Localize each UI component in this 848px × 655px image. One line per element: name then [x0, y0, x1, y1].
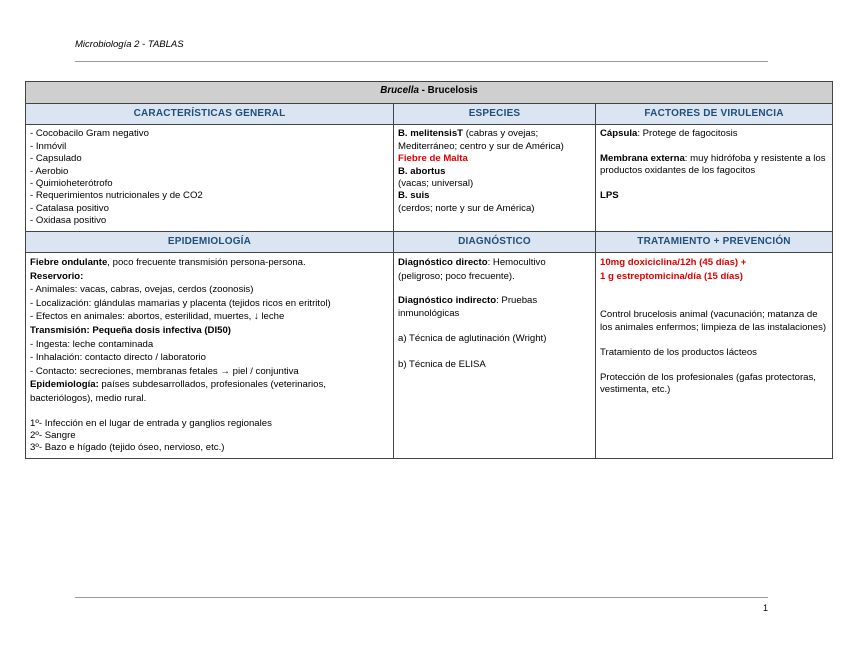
spacer	[600, 141, 828, 153]
tecnica-b: b) Técnica de ELISA	[398, 358, 486, 370]
document-header: Microbiología 2 - TABLAS	[75, 39, 184, 50]
content-row-1	[26, 125, 833, 231]
spacer	[600, 178, 828, 190]
efectos-line: - Efectos en animales: abortos, esterilidad, muertes, ↓ leche	[30, 311, 285, 323]
fase-3: 3º- Bazo e hígado (tejido óseo, nervioso, etc.)	[30, 442, 225, 454]
epidemiologia-line	[30, 378, 389, 405]
content-row-2	[26, 253, 833, 459]
header-especies: ESPECIES	[394, 104, 596, 125]
diagnostico-directo	[398, 256, 591, 283]
caracteristica-item: - Aerobio	[30, 165, 69, 177]
cell-virulencia	[596, 125, 833, 231]
melitensis-name: B. melitensisT	[398, 128, 464, 140]
header-divider	[75, 61, 768, 62]
membrana-line	[600, 153, 828, 178]
lps-label: LPS	[600, 189, 619, 201]
fase-1: 1º- Infección en el lugar de entrada y ganglios regionales	[30, 417, 272, 429]
caracteristica-item: - Requerimientos nutricionales y de CO2	[30, 190, 203, 202]
tratamiento-line-2-text: 1 g estreptomicina/día (15 días)	[600, 270, 743, 282]
caracteristica-item: - Capsulado	[30, 153, 82, 165]
spacer	[600, 283, 828, 309]
title-disease: - Brucelosis	[418, 85, 478, 96]
spacer	[600, 360, 828, 372]
fiebre-line	[30, 256, 389, 270]
directo-desc: : Hemocultivo (peligroso; poco frecuente).	[398, 257, 546, 282]
diagnostico-indirecto	[398, 295, 591, 320]
indirecto-label: Diagnóstico indirecto	[398, 295, 497, 307]
caracteristica-item: - Cocobacilo Gram negativo	[30, 128, 149, 140]
epi-desc: países subdesarrollados, profesionales (veterinarios, bacteriólogos), medio rural.	[30, 379, 326, 404]
epi-label: Epidemiología:	[30, 379, 99, 391]
contacto-line: - Contacto: secreciones, membranas fetales → piel / conjuntiva	[30, 365, 299, 377]
suis-name-text: B. suis	[398, 190, 430, 202]
fiebre-label: Fiebre ondulante	[30, 257, 108, 269]
indirecto-desc: : Pruebas inmunológicas	[398, 295, 538, 319]
animales-line: - Animales: vacas, cabras, ovejas, cerdos (zoonosis)	[30, 284, 254, 296]
membrana-desc: : muy hidrófoba y resistente a los productos oxidantes de los fagocitos	[600, 152, 826, 177]
footer-divider	[75, 597, 768, 598]
header-caracteristicas: CARACTERÍSTICAS GENERAL	[26, 104, 394, 125]
header-diagnostico: DIAGNÓSTICO	[394, 231, 596, 252]
capsula-desc: : Protege de fagocitosis	[637, 128, 738, 140]
spacer	[600, 334, 828, 346]
transmision-label-text: Transmisión: Pequeña dosis infectiva (DI50)	[30, 325, 231, 337]
caracteristica-item: - Catalasa positivo	[30, 202, 109, 214]
lacteos-line: Tratamiento de los productos lácteos	[600, 347, 757, 359]
tratamiento-line-2	[600, 270, 828, 284]
title-row	[26, 82, 833, 104]
cell-caracteristicas	[26, 125, 394, 231]
control-line: Control brucelosis animal (vacunación; matanza de los animales enfermos; limpieza de las instalaciones)	[600, 309, 827, 333]
membrana-label: Membrana externa	[600, 152, 685, 164]
species-melitensis	[398, 128, 591, 165]
abortus-desc: (vacas; universal)	[398, 178, 474, 190]
tratamiento-line-1-text: 10mg doxiciclina/12h (45 días) +	[600, 257, 747, 269]
header-epidemiologia: EPIDEMIOLOGÍA	[26, 231, 394, 252]
page-number: 1	[763, 603, 769, 613]
reservorio-label-text: Reservorio:	[30, 270, 84, 282]
caracteristica-item: - Oxidasa positivo	[30, 215, 107, 227]
directo-label: Diagnóstico directo	[398, 257, 488, 269]
suis-desc: (cerdos; norte y sur de América)	[398, 202, 535, 214]
cell-diagnostico	[394, 253, 596, 459]
abortus-name	[398, 166, 591, 178]
spacer	[30, 406, 389, 418]
table-title	[26, 82, 833, 104]
spacer	[398, 346, 591, 358]
capsula-line	[600, 128, 828, 140]
header-virulencia: FACTORES DE VIRULENCIA	[596, 104, 833, 125]
reservorio-label	[30, 270, 389, 284]
melitensis-desc: (cabras y ovejas; Mediterráneo; centro y sur de América)	[398, 128, 564, 152]
proteccion-line: Protección de los profesionales (gafas protectoras, vestimenta, etc.)	[600, 371, 816, 396]
header-row-1	[26, 104, 833, 125]
lps-line	[600, 190, 828, 202]
header-row-2	[26, 231, 833, 252]
title-genus: Brucella	[380, 85, 419, 96]
cell-especies	[394, 125, 596, 231]
tratamiento-line-1	[600, 256, 828, 270]
brucella-table	[25, 81, 833, 459]
caracteristica-item: - Inmóvil	[30, 140, 67, 152]
spacer	[398, 283, 591, 295]
tecnica-a: a) Técnica de aglutinación (Wright)	[398, 333, 547, 345]
fase-2: 2º- Sangre	[30, 430, 76, 441]
localizacion-line: - Localización: glándulas mamarias y placenta (tejidos ricos en eritritol)	[30, 297, 331, 309]
transmision-label	[30, 324, 389, 338]
header-tratamiento: TRATAMIENTO + PREVENCIÓN	[596, 231, 833, 252]
fiebre-malta: Fiebre de Malta	[398, 153, 468, 165]
spacer	[398, 320, 591, 332]
cell-tratamiento	[596, 253, 833, 459]
abortus-name-text: B. abortus	[398, 165, 446, 177]
caracteristica-item: - Quimioheterótrofo	[30, 178, 113, 190]
ingesta-line: - Ingesta: leche contaminada	[30, 338, 154, 350]
capsula-label: Cápsula	[600, 128, 638, 140]
cell-epidemiologia	[26, 253, 394, 459]
fiebre-desc: , poco frecuente transmisión persona-persona.	[107, 257, 306, 269]
inhalacion-line: - Inhalación: contacto directo / laboratorio	[30, 352, 206, 364]
suis-name	[398, 190, 591, 202]
